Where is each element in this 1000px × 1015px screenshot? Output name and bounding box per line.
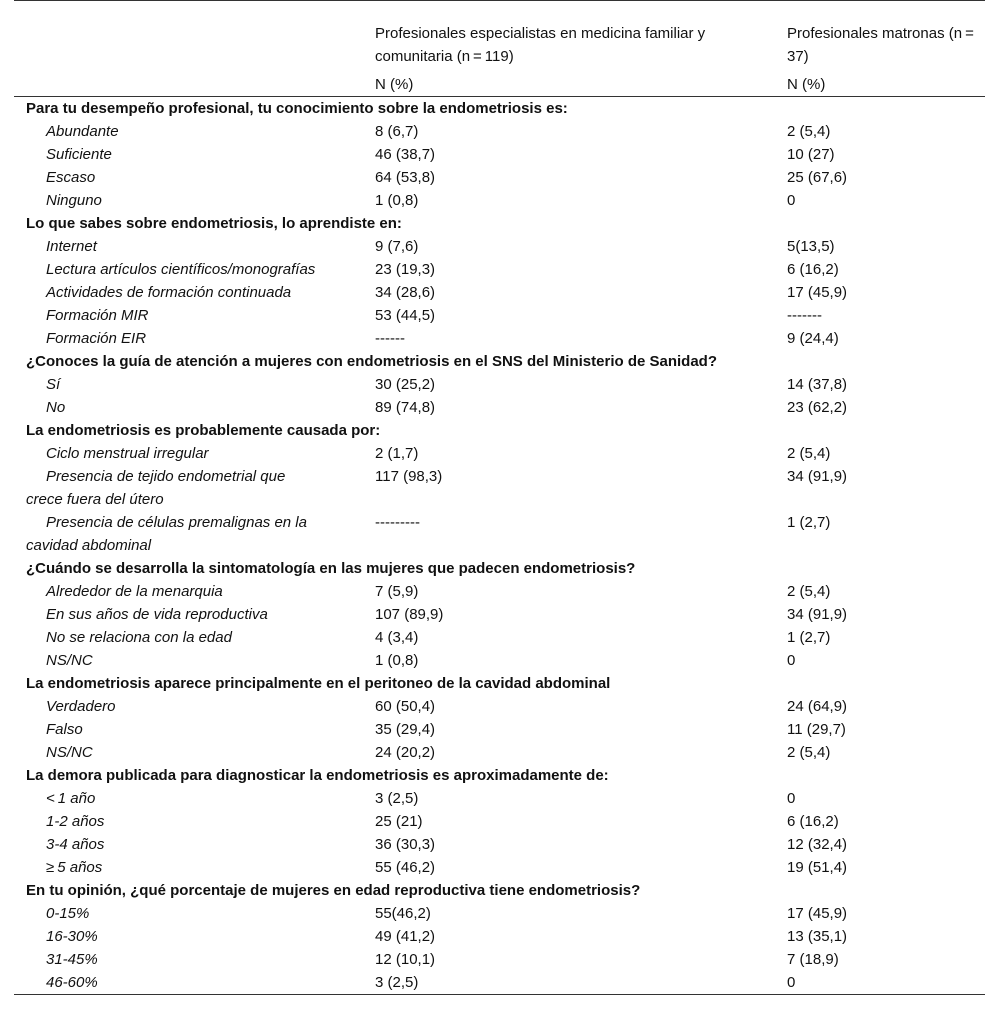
table-row — [14, 235, 985, 258]
table-body — [14, 97, 985, 995]
mfyc-value: 12 (10,1) — [375, 951, 436, 968]
matronas-value: 25 (67,6) — [787, 169, 848, 186]
matronas-value: 2 (5,4) — [787, 445, 831, 462]
mfyc-value: 60 (50,4) — [375, 698, 436, 715]
mfyc-value: 3 (2,5) — [375, 974, 419, 991]
answer-option-line: crece fuera del útero — [26, 491, 164, 508]
answer-option — [14, 465, 363, 511]
answer-option: 46-60% — [46, 974, 98, 991]
matronas-value: 2 (5,4) — [787, 583, 831, 600]
section-row — [14, 557, 985, 580]
table-row — [14, 925, 985, 948]
answer-option: Ciclo menstrual irregular — [46, 445, 209, 462]
header-empty-cell — [14, 1, 363, 71]
matronas-value: 14 (37,8) — [787, 376, 848, 393]
survey-table-wrapper — [14, 0, 985, 995]
answer-option: Abundante — [46, 123, 119, 140]
matronas-value: 2 (5,4) — [787, 123, 831, 140]
matronas-value: 11 (29,7) — [787, 721, 846, 738]
section-row — [14, 212, 985, 235]
table-row — [14, 511, 985, 557]
section-title: Lo que sabes sobre endometriosis, lo aprendiste en: — [26, 215, 402, 232]
matronas-value: 6 (16,2) — [787, 261, 839, 278]
answer-option: NS/NC — [46, 744, 93, 761]
mfyc-value: ------ — [375, 330, 405, 347]
mfyc-value: 117 (98,3) — [375, 468, 443, 485]
header-mfyc-title: Profesionales especialistas en medicina familiar y comunitaria (n = 119) — [375, 25, 706, 65]
section-row — [14, 350, 985, 373]
answer-option-line: cavidad abdominal — [26, 537, 152, 554]
mfyc-value: 1 (0,8) — [375, 192, 419, 209]
answer-option: Verdadero — [46, 698, 116, 715]
mfyc-value: 1 (0,8) — [375, 652, 419, 669]
answer-option: < 1 año — [46, 790, 96, 807]
section-row — [14, 672, 985, 695]
header-matronas-unit: N (%) — [787, 76, 826, 93]
matronas-value: 2 (5,4) — [787, 744, 831, 761]
header-mfyc-unit: N (%) — [375, 76, 414, 93]
mfyc-value: 55(46,2) — [375, 905, 431, 922]
table-row — [14, 373, 985, 396]
header-matronas-title: Profesionales matronas (n = 37) — [787, 25, 977, 65]
matronas-value: 0 — [787, 192, 796, 209]
answer-option: 0-15% — [46, 905, 90, 922]
table-row — [14, 396, 985, 419]
mfyc-value: 107 (89,9) — [375, 606, 444, 623]
answer-option: NS/NC — [46, 652, 93, 669]
table-row — [14, 787, 985, 810]
matronas-value: 0 — [787, 790, 796, 807]
mfyc-value: 53 (44,5) — [375, 307, 436, 324]
matronas-value: 12 (32,4) — [787, 836, 848, 853]
matronas-value: 9 (24,4) — [787, 330, 839, 347]
table-row — [14, 442, 985, 465]
mfyc-value: 8 (6,7) — [375, 123, 419, 140]
matronas-value: 1 (2,7) — [787, 629, 831, 646]
answer-option: No se relaciona con la edad — [46, 629, 232, 646]
section-title: La demora publicada para diagnosticar la endometriosis es aproximadamente de: — [26, 767, 609, 784]
mfyc-value: 2 (1,7) — [375, 445, 419, 462]
table-row — [14, 971, 985, 995]
section-row — [14, 879, 985, 902]
matronas-value: 19 (51,4) — [787, 859, 848, 876]
mfyc-value: 7 (5,9) — [375, 583, 419, 600]
mfyc-value: --------- — [375, 514, 420, 531]
header-empty-cell — [14, 70, 363, 97]
mfyc-value: 24 (20,2) — [375, 744, 436, 761]
matronas-value: 10 (27) — [787, 146, 835, 163]
table-row — [14, 166, 985, 189]
answer-option: Internet — [46, 238, 97, 255]
mfyc-value: 46 (38,7) — [375, 146, 436, 163]
matronas-value: 0 — [787, 652, 796, 669]
answer-option: Falso — [46, 721, 83, 738]
table-row — [14, 580, 985, 603]
matronas-value: ------- — [787, 307, 822, 324]
answer-option: Sí — [46, 376, 61, 393]
answer-option: No — [46, 399, 66, 416]
table-row — [14, 833, 985, 856]
matronas-value: 5(13,5) — [787, 238, 835, 255]
answer-option: Suficiente — [46, 146, 112, 163]
answer-option: ≥ 5 años — [46, 859, 103, 876]
mfyc-value: 25 (21) — [375, 813, 423, 830]
mfyc-value: 55 (46,2) — [375, 859, 436, 876]
answer-option-line: Presencia de células premalignas en la — [46, 514, 307, 531]
answer-option: Formación MIR — [46, 307, 149, 324]
mfyc-value: 64 (53,8) — [375, 169, 436, 186]
mfyc-value: 30 (25,2) — [375, 376, 436, 393]
section-title: En tu opinión, ¿qué porcentaje de mujeres en edad reproductiva tiene endometriosis? — [26, 882, 641, 899]
answer-option: 1-2 años — [46, 813, 105, 830]
table-row — [14, 281, 985, 304]
mfyc-value: 4 (3,4) — [375, 629, 419, 646]
table-row — [14, 810, 985, 833]
matronas-value: 23 (62,2) — [787, 399, 848, 416]
table-header — [14, 1, 985, 97]
table-row — [14, 143, 985, 166]
table-row — [14, 120, 985, 143]
mfyc-value: 34 (28,6) — [375, 284, 436, 301]
table-row — [14, 327, 985, 350]
table-row — [14, 465, 985, 511]
answer-option: Ninguno — [46, 192, 102, 209]
section-row — [14, 764, 985, 787]
answer-option: 16-30% — [46, 928, 98, 945]
matronas-value: 34 (91,9) — [787, 606, 848, 623]
answer-option: Lectura artículos científicos/monografías — [46, 261, 316, 278]
section-title: La endometriosis aparece principalmente en el peritoneo de la cavidad abdominal — [26, 675, 611, 692]
matronas-value: 0 — [787, 974, 796, 991]
table-row — [14, 856, 985, 879]
mfyc-value: 35 (29,4) — [375, 721, 436, 738]
mfyc-value: 36 (30,3) — [375, 836, 436, 853]
table-row — [14, 626, 985, 649]
answer-option — [14, 511, 363, 557]
table-row — [14, 649, 985, 672]
table-row — [14, 718, 985, 741]
matronas-value: 34 (91,9) — [787, 468, 848, 485]
answer-option: Actividades de formación continuada — [46, 284, 292, 301]
matronas-value: 13 (35,1) — [787, 928, 848, 945]
answer-option: Escaso — [46, 169, 96, 186]
answer-option: Formación EIR — [46, 330, 147, 347]
table-row — [14, 741, 985, 764]
section-title: ¿Cuándo se desarrolla la sintomatología en las mujeres que padecen endometriosis? — [26, 560, 636, 577]
section-title: Para tu desempeño profesional, tu conocimiento sobre la endometriosis es: — [26, 100, 568, 117]
answer-option-line: Presencia de tejido endometrial que — [46, 468, 286, 485]
mfyc-value: 89 (74,8) — [375, 399, 436, 416]
matronas-value: 17 (45,9) — [787, 905, 848, 922]
matronas-value: 7 (18,9) — [787, 951, 839, 968]
table-row — [14, 189, 985, 212]
table-row — [14, 902, 985, 925]
mfyc-value: 23 (19,3) — [375, 261, 436, 278]
section-title: La endometriosis es probablemente causada por: — [26, 422, 381, 439]
answer-option: 31-45% — [46, 951, 98, 968]
table-row — [14, 304, 985, 327]
mfyc-value: 3 (2,5) — [375, 790, 419, 807]
matronas-value: 17 (45,9) — [787, 284, 848, 301]
table-row — [14, 258, 985, 281]
matronas-value: 24 (64,9) — [787, 698, 848, 715]
table-row — [14, 603, 985, 626]
section-row — [14, 419, 985, 442]
section-title: ¿Conoces la guía de atención a mujeres con endometriosis en el SNS del Ministerio de Sanidad? — [26, 353, 717, 370]
survey-results-table — [14, 0, 985, 995]
table-row — [14, 948, 985, 971]
mfyc-value: 49 (41,2) — [375, 928, 436, 945]
answer-option: Alrededor de la menarquia — [46, 583, 223, 600]
matronas-value: 1 (2,7) — [787, 514, 831, 531]
answer-option: En sus años de vida reproductiva — [46, 606, 268, 623]
matronas-value: 6 (16,2) — [787, 813, 839, 830]
section-row — [14, 97, 985, 121]
answer-option: 3-4 años — [46, 836, 105, 853]
table-row — [14, 695, 985, 718]
mfyc-value: 9 (7,6) — [375, 238, 419, 255]
